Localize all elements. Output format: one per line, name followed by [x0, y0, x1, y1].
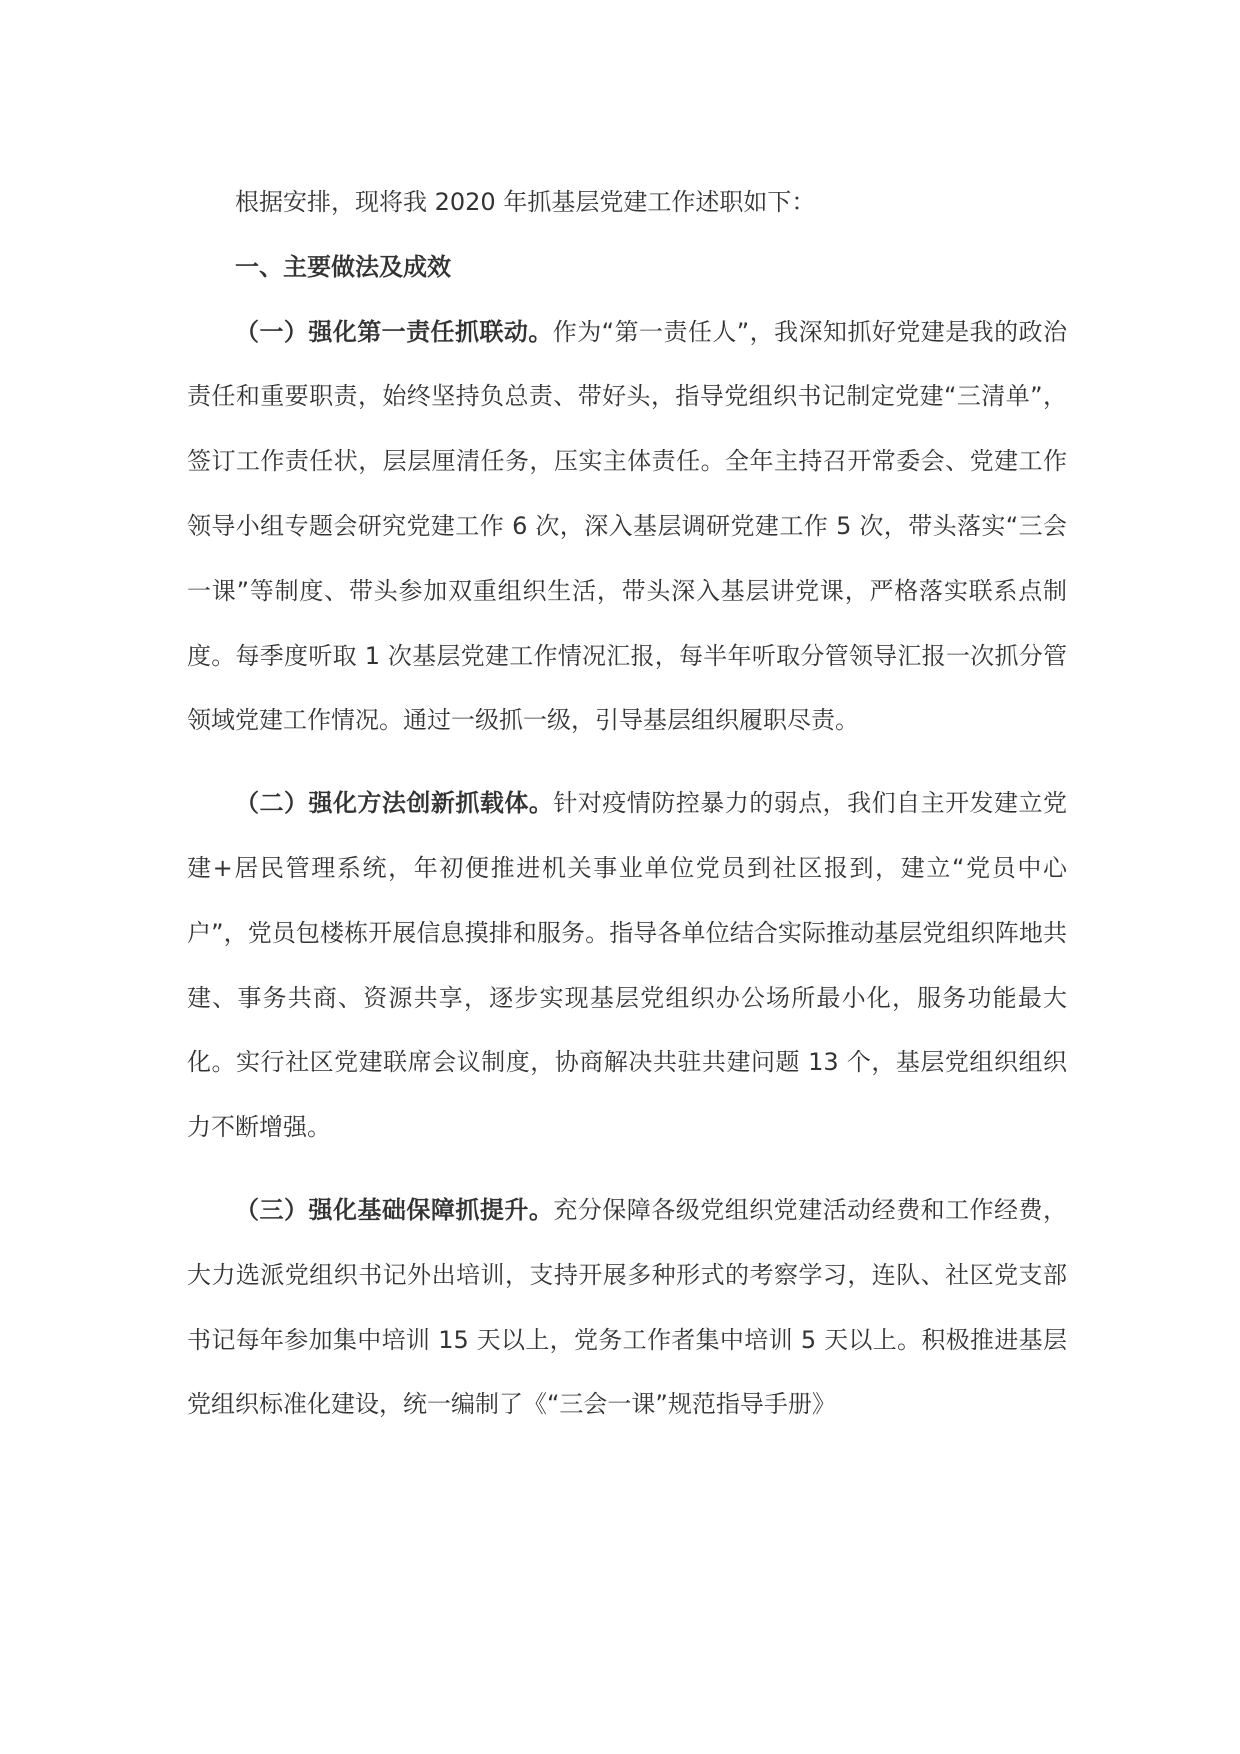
document-page [187, 170, 1067, 1437]
item-lead-1: （一）强化第一责任抓联动。 [235, 317, 553, 346]
section-heading: 一、主要做法及成效 [235, 252, 451, 281]
item-lead-3: （三）强化基础保障抓提升。 [235, 1195, 554, 1224]
item-paragraph-3 [187, 1178, 1067, 1437]
item-body-3: 充分保障各级党组织党建活动经费和工作经费，大力选派党组织书记外出培训，支持开展多种形式的考察学习，连队、社区党支部书记每年参加集中培训 15 天以上，党务工作者集中培训 5 天以上。积极推进基层党组织标准化建设，统一编制了《“三会一课”规范指导手册》 [187, 1195, 1068, 1419]
item-lead-2: （二）强化方法创新抓载体。 [235, 789, 554, 818]
item-paragraph-1 [187, 300, 1067, 754]
item-paragraph-2 [187, 771, 1067, 1160]
item-body-2: 针对疫情防控暴力的弱点，我们自主开发建立党建+居民管理系统，年初便推进机关事业单位党员到社区报到，建立“党员中心户”，党员包楼栋开展信息摸排和服务。指导各单位结合实际推动基层党组织阵地共建、事务共商、资源共享，逐步实现基层党组织办公场所最小化，服务功能最大化。实行社区党建联席会议制度，协商解决共驻共建问题 13 个，基层党组织组织力不断增强。 [187, 789, 1068, 1142]
item-body-1: 作为“第一责任人”，我深知抓好党建是我的政治责任和重要职责，始终坚持负总责、带好头，指导党组织书记制定党建“三清单”，签订工作责任状，层层厘清任务，压实主体责任。全年主持召开常委会、党建工作领导小组专题会研究党建工作 6 次，深入基层调研党建工作 5 次，带头落实“三会一课”等制度、带头参加双重组织生活，带头深入基层讲党课，严格落实联系点制度。每季度听取 1 次基层党建工作情况汇报，每半年听取分管领导汇报一次抓分管领域党建工作情况。通过一级抓一级，引导基层组织履职尽责。 [187, 317, 1068, 735]
intro-paragraph: 根据安排，现将我 2020 年抓基层党建工作述职如下： [235, 188, 816, 216]
